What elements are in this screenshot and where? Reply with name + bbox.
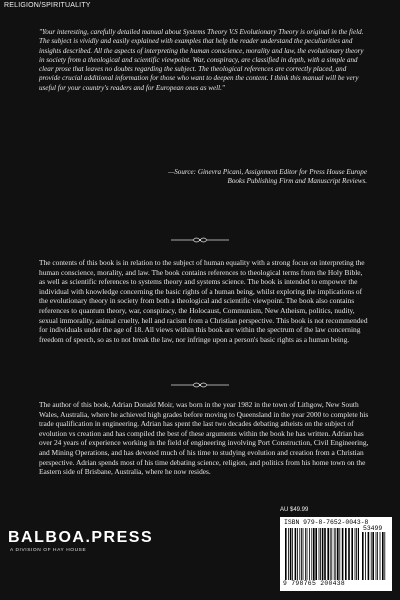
book-description: The contents of this book is in relation to the subject of human equality with a strong focus on interpreting the human conscience, morality, and law. The book contains references to theological terms from the Holy Bible, as well as scientific references to systems theory and systems science. The book is intended to empower the individual with knowledge concerning the basic rights of a human being, whilst exploring the implications of the evolutionary theory in society from both a theological and scientific viewpoint. The book also contains references to quantum theory, war, conspiracy, the Holocaust, Communism, New Atheism, politics, nudity, sexual immorality, animal cruelty, hell and racism from a Christian perspective. This book is not recommended for individuals under the age of 18. All views within this book are within the spectrum of the law concerning freedom of speech, so as to not break the law, nor infringe upon a person's basic rights as a human being.: [39, 258, 368, 344]
divider-ornament-icon: [171, 380, 229, 390]
price-label: AU $49.99: [280, 507, 309, 513]
publisher-name: BALBOA.PRESS: [8, 529, 154, 546]
addon-barcode-icon: [362, 532, 386, 580]
isbn-label: ISBN 979-8-7652-0043-8: [284, 519, 369, 526]
category-label: RELIGION/SPIRITUALITY: [4, 2, 91, 9]
publisher-logo: [8, 529, 154, 553]
divider-ornament-icon: [171, 235, 229, 245]
review-source: —Source: Ginevra Picani, Assignment Editor for Press House Europe Books Publishing Firm and Manuscript Reviews.: [167, 168, 367, 186]
ean-digits: 9 798765 200438: [283, 580, 346, 587]
barcode-box: [280, 517, 392, 591]
review-quote: "Your interesting, carefully detailed manual about Systems Theory V.S Evolutionary Theory is original in the field. The subject is vividly and easily explained with examples that help the reader understand the peculiarities and insights described. All the aspects of interpreting the human conscience, morality and law, the evolutionary theory in society from a theological and scientific viewpoint. War, conspiracy, are classified in depth, with a simple and clear prose that leaves no doubts regarding the subject. The theological references are correctly placed, and provide crucial additional information for those who want to deepen the content. I think this manual will be very useful for your country's readers and for European ones as well.": [39, 28, 364, 92]
author-bio: The author of this book, Adrian Donald Moir, was born in the year 1982 in the town of Lithgow, New South Wales, Australia, where he achieved high grades before moving to Queensland in the year 2000 to complete his trade qualification in engineering. Adrian has spent the last two decades debating atheists on the subject of evolution vs creation and has compiled the best of these arguments within the book he has written. Adrian has over 24 years of experience working in the field of engineering involving Port Construction, Civil Engineering, and Mining Operations, and has devoted much of his time to studying evolution and creation from a Christian perspective. Adrian spends most of his time debating science, religion, and politics from his home town on the Eastern side of Brisbane, Australia, where he now resides.: [39, 400, 369, 477]
ean-barcode-icon: [285, 528, 359, 580]
publisher-tagline: A DIVISION OF HAY HOUSE: [10, 548, 87, 553]
price-code: 53499: [363, 525, 383, 532]
